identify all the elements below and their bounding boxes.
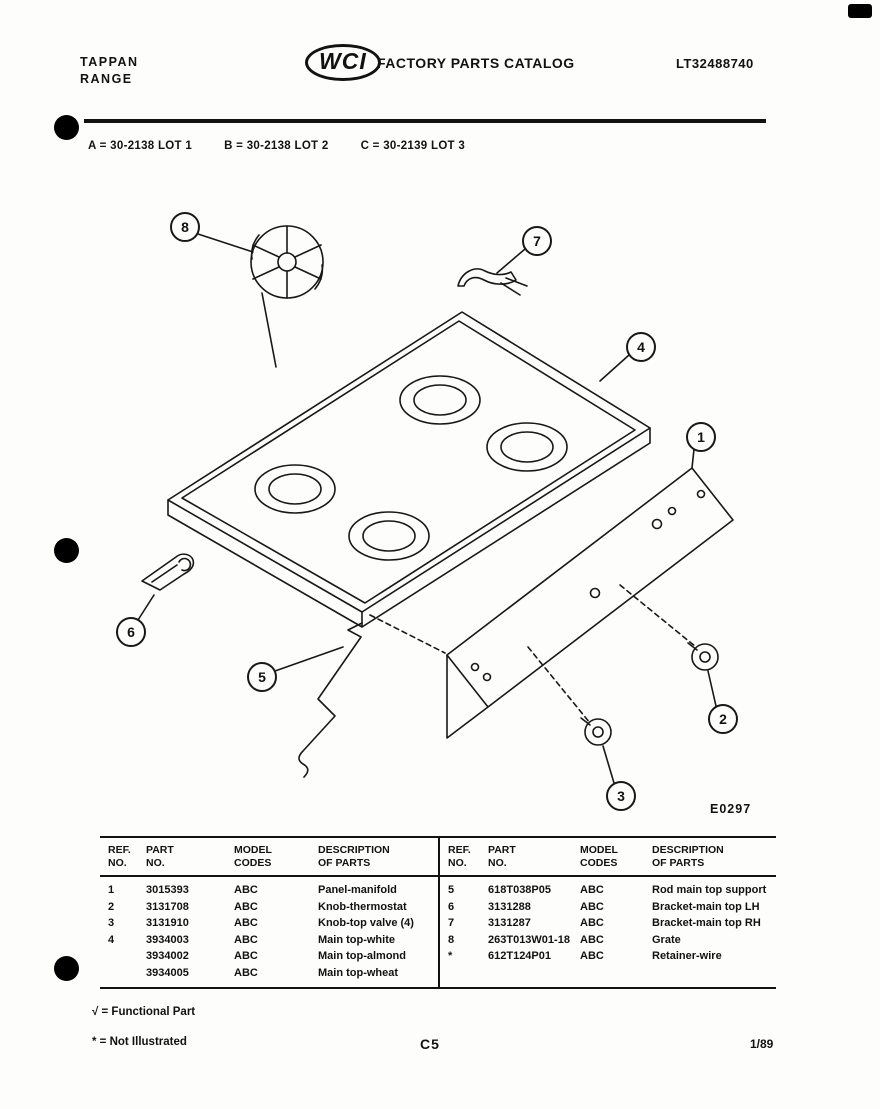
page-code: C5 <box>420 1036 440 1052</box>
cell-code: ABC <box>234 900 258 913</box>
cell-desc: Grate <box>652 933 681 946</box>
svg-text:4: 4 <box>637 339 645 355</box>
punch-hole-mark <box>54 115 79 140</box>
punch-hole-mark <box>54 956 79 981</box>
cell-ref: 4 <box>108 933 115 946</box>
callout-4 <box>627 333 655 361</box>
table-header <box>100 838 438 877</box>
cell-part: 263T013W01-18 <box>488 933 570 946</box>
cell-desc: Panel-manifold <box>318 884 397 896</box>
header-part: PART NO. <box>488 844 516 869</box>
cell-part: 3934002 <box>146 950 189 962</box>
callout-6 <box>117 618 145 646</box>
table-row <box>440 899 776 916</box>
cell-desc: Retainer-wire <box>652 950 722 962</box>
callout-5 <box>248 663 276 691</box>
cell-code: ABC <box>234 966 258 979</box>
table-row <box>100 882 438 899</box>
cell-desc: Knob-thermostat <box>318 900 407 913</box>
grate-position-line <box>262 293 276 367</box>
cell-desc: Main top-wheat <box>318 966 399 979</box>
knob-part-3 <box>581 718 611 745</box>
cell-ref: 7 <box>448 917 455 929</box>
table-row <box>100 915 438 932</box>
legend-functional-part: √ = Functional Part <box>92 1006 196 1018</box>
header-ref: REF. NO. <box>108 844 131 869</box>
table-row <box>440 948 776 965</box>
cell-part: 618T038P05 <box>488 884 551 896</box>
table-row <box>100 899 438 916</box>
parts-table-right <box>438 838 776 987</box>
callout-2 <box>709 705 737 733</box>
callout-balloons <box>117 213 737 810</box>
cell-code: ABC <box>234 933 258 946</box>
callout-leader-lines <box>138 234 716 783</box>
figure-code: E0297 <box>710 802 752 816</box>
callout-8 <box>171 213 199 241</box>
cell-part: 3131287 <box>488 917 531 929</box>
table-row <box>440 932 776 949</box>
assembly-dashed-lines <box>370 585 696 723</box>
cell-desc: Bracket-main top RH <box>652 917 761 929</box>
cell-part: 3015393 <box>146 884 189 896</box>
svg-text:1: 1 <box>697 429 705 445</box>
cell-ref: 1 <box>108 884 115 896</box>
cell-desc: Knob-top valve (4) <box>318 917 414 929</box>
burner-openings <box>255 376 567 560</box>
cell-ref: 5 <box>448 884 455 896</box>
cell-code: ABC <box>234 884 258 896</box>
bracket-rh-part <box>458 269 527 295</box>
lot-code-c: C = 30-2139 LOT 3 <box>360 140 466 152</box>
header-rule <box>84 119 766 123</box>
lot-codes-row <box>88 140 465 152</box>
cell-code: ABC <box>234 917 258 929</box>
cell-desc: Main top-white <box>318 933 395 946</box>
cell-part: 3934003 <box>146 933 189 946</box>
cell-code: ABC <box>580 884 604 896</box>
svg-text:3: 3 <box>617 788 625 804</box>
cell-code: ABC <box>580 950 604 962</box>
lot-code-a: A = 30-2138 LOT 1 <box>88 140 193 152</box>
header-description: DESCRIPTION OF PARTS <box>652 844 724 869</box>
cell-desc: Bracket-main top LH <box>652 900 760 913</box>
control-panel-part <box>447 468 733 738</box>
header-codes: MODEL CODES <box>234 844 272 869</box>
cell-part: 612T124P01 <box>488 950 551 962</box>
grate-part <box>251 226 323 298</box>
cell-code: ABC <box>580 917 604 929</box>
header-part: PART NO. <box>146 844 174 869</box>
main-top-part <box>168 312 650 627</box>
svg-text:5: 5 <box>258 669 266 685</box>
brand-line2: RANGE <box>80 72 133 86</box>
corner-registration-mark <box>848 4 872 18</box>
header-description: DESCRIPTION OF PARTS <box>318 844 390 869</box>
cell-ref: 8 <box>448 933 455 946</box>
svg-text:8: 8 <box>181 219 189 235</box>
cell-ref: 3 <box>108 917 115 929</box>
wci-logo: WCI <box>305 44 381 81</box>
svg-text:6: 6 <box>127 624 135 640</box>
cell-code: ABC <box>580 933 604 946</box>
table-row <box>100 932 438 949</box>
cell-ref: 6 <box>448 900 455 913</box>
table-row <box>440 882 776 899</box>
parts-table-left <box>100 838 438 987</box>
cell-part: 3934005 <box>146 966 189 979</box>
table-row <box>440 915 776 932</box>
callout-7 <box>523 227 551 255</box>
bracket-lh-part <box>142 554 193 590</box>
cell-part: 3131910 <box>146 917 189 929</box>
cell-ref: * <box>448 950 453 962</box>
brand-name <box>80 54 139 88</box>
parts-table <box>100 836 776 989</box>
header-ref: REF. NO. <box>448 844 471 869</box>
catalog-title: FACTORY PARTS CATALOG <box>377 55 575 71</box>
document-number: LT32488740 <box>676 56 754 71</box>
cell-code: ABC <box>234 950 258 962</box>
table-row <box>100 948 438 965</box>
svg-text:2: 2 <box>719 711 727 727</box>
callout-3 <box>607 782 635 810</box>
lot-code-b: B = 30-2138 LOT 2 <box>224 140 329 152</box>
cell-code: ABC <box>580 900 604 913</box>
exploded-parts-diagram <box>60 185 780 830</box>
legend-not-illustrated: * = Not Illustrated <box>92 1036 187 1048</box>
table-row <box>100 965 438 982</box>
callout-1 <box>687 423 715 451</box>
cell-part: 3131708 <box>146 900 189 913</box>
brand-line1: TAPPAN <box>80 55 139 69</box>
cell-desc: Rod main top support <box>652 884 767 896</box>
cell-desc: Main top-almond <box>318 950 406 962</box>
support-rod-part <box>299 623 362 777</box>
knob-part-2 <box>688 643 718 670</box>
header-codes: MODEL CODES <box>580 844 618 869</box>
date-code: 1/89 <box>750 1037 774 1051</box>
cell-ref: 2 <box>108 900 115 913</box>
cell-part: 3131288 <box>488 900 531 913</box>
table-header <box>440 838 776 877</box>
svg-text:7: 7 <box>533 233 541 249</box>
